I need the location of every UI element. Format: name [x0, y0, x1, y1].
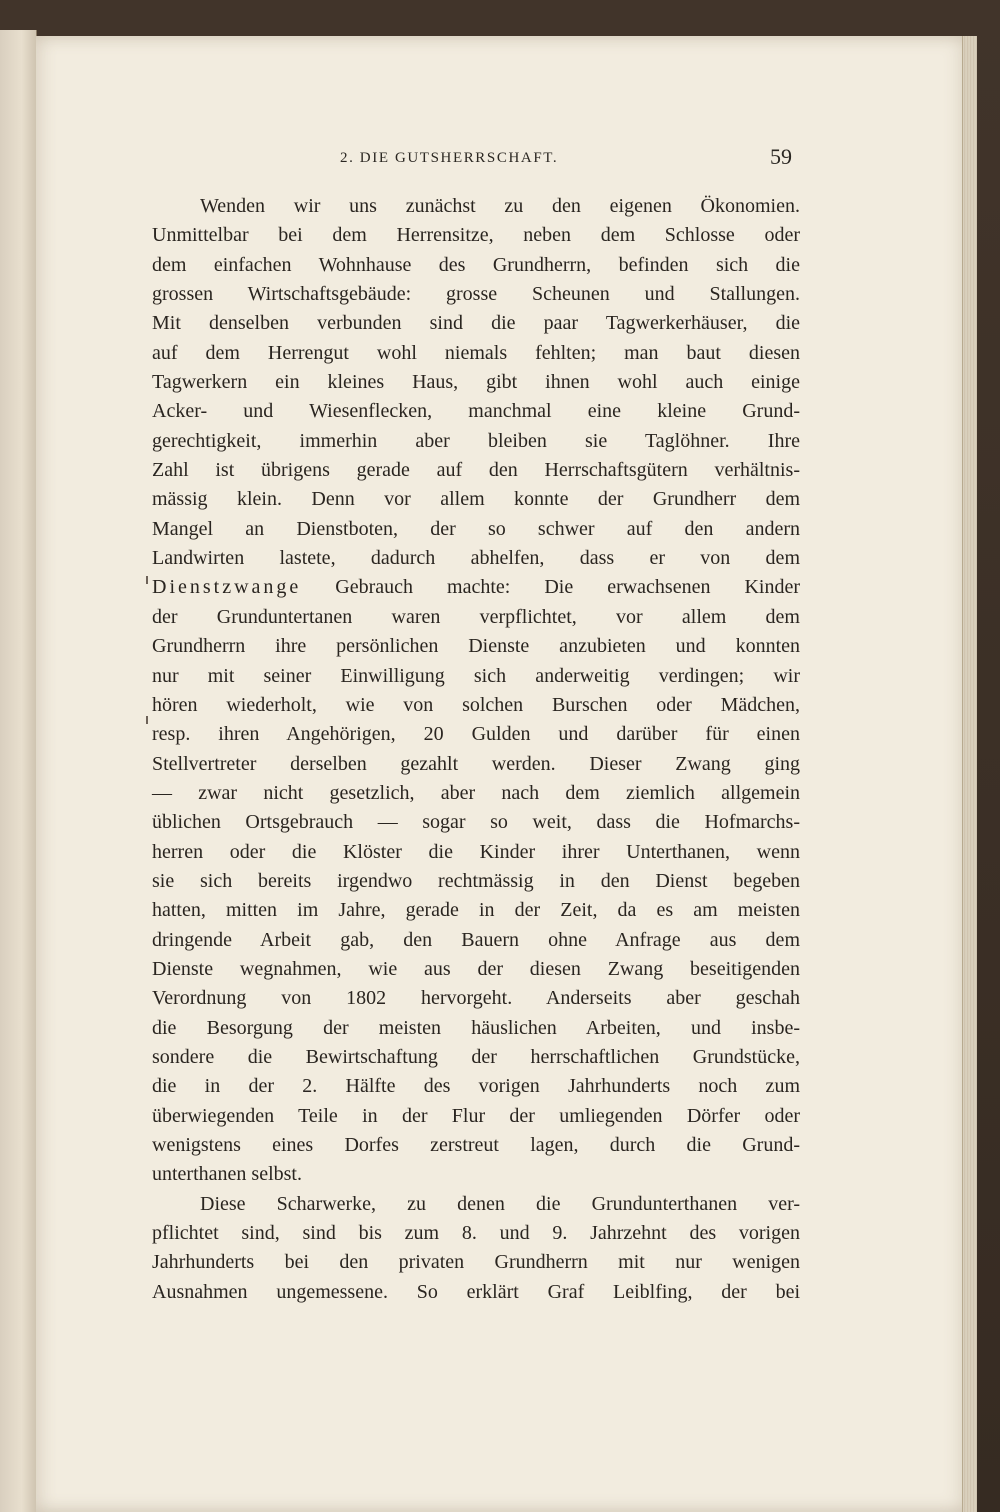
- text-line: wenigstens eines Dorfes zerstreut lagen, durch die Grund-: [152, 1134, 800, 1156]
- text-line: Grundherrn ihre persönlichen Dienste anzubieten und konnten: [152, 635, 800, 658]
- text-line: grossen Wirtschaftsgebäude: grosse Scheunen und Stallungen.: [152, 283, 800, 306]
- text-line: pflichtet sind, sind bis zum 8. und 9. Jahrzehnt des vorigen: [152, 1222, 800, 1245]
- text-line: nur mit seiner Einwilligung sich anderweitig verdingen; wir: [152, 664, 800, 687]
- text-line: Mit denselben verbunden sind die paar Tagwerkerhäuser, die: [152, 312, 800, 335]
- text-line: Zahl ist übrigens gerade auf den Herrschaftsgütern verhältnis-: [152, 459, 800, 482]
- text-line: resp. ihren Angehörigen, 20 Gulden und darüber für einen: [152, 723, 800, 746]
- margin-mark: [146, 716, 148, 724]
- text-line: gerechtigkeit, immerhin aber bleiben sie Taglöhner. Ihre: [152, 429, 800, 452]
- text-line: Tagwerkern ein kleines Haus, gibt ihnen wohl auch einige: [152, 371, 800, 394]
- text-line: Diese Scharwerke, zu denen die Grundunterthanen ver-: [200, 1192, 800, 1215]
- text-line: Mangel an Dienstboten, der so schwer auf den andern: [152, 517, 800, 540]
- text-line: mässig klein. Denn vor allem konnte der Grundherr dem: [152, 488, 800, 511]
- text-line: Jahrhunderts bei den privaten Grundherrn mit nur wenigen: [152, 1251, 800, 1274]
- text-line: der Grunduntertanen waren verpflichtet, vor allem dem: [152, 605, 800, 628]
- text-line: Unmittelbar bei dem Herrensitze, neben dem Schlosse oder: [152, 224, 800, 247]
- text-line: Acker- und Wiesenflecken, manchmal eine kleine Grund-: [152, 400, 800, 423]
- text-line: auf dem Herrengut wohl niemals fehlten; man baut diesen: [152, 341, 800, 364]
- text-line: Stellvertreter derselben gezahlt werden. Dieser Zwang ging: [152, 752, 800, 775]
- text-line: Wenden wir uns zunächst zu den eigenen Ökonomien.: [200, 195, 800, 217]
- text-line: sie sich bereits irgendwo rechtmässig in den Dienst begeben: [152, 869, 800, 892]
- text-line: überwiegenden Teile in der Flur der umliegenden Dörfer oder: [152, 1104, 800, 1127]
- text-line: die Besorgung der meisten häuslichen Arbeiten, und insbe-: [152, 1016, 800, 1039]
- text-line: üblichen Ortsgebrauch — sogar so weit, dass die Hofmarchs-: [152, 811, 800, 834]
- line-remainder: Gebrauch machte: Die erwachsenen Kinder: [335, 576, 800, 599]
- text-line: Verordnung von 1802 hervorgeht. Anderseits aber geschah: [152, 987, 800, 1010]
- spaced-emphasis: Dienstzwange: [152, 576, 302, 599]
- text-line: — zwar nicht gesetzlich, aber nach dem ziemlich allgemein: [152, 781, 800, 804]
- text-line: dem einfachen Wohnhause des Grundherrn, befinden sich die: [152, 253, 800, 276]
- page-stack-edge: [962, 36, 977, 1512]
- text-line: herren oder die Klöster die Kinder ihrer Unterthanen, wenn: [152, 840, 800, 863]
- previous-page-edge: [0, 30, 37, 1512]
- text-line: sondere die Bewirtschaftung der herrschaftlichen Grundstücke,: [152, 1045, 800, 1068]
- text-line: hören wiederholt, wie von solchen Burschen oder Mädchen,: [152, 693, 800, 716]
- text-line: die in der 2. Hälfte des vorigen Jahrhunderts noch zum: [152, 1075, 800, 1098]
- text-line: Landwirten lastete, dadurch abhelfen, dass er von dem: [152, 547, 800, 570]
- text-line: dringende Arbeit gab, den Bauern ohne Anfrage aus dem: [152, 928, 800, 951]
- body-text: [152, 192, 800, 1307]
- text-line-emphasis: [152, 573, 800, 602]
- margin-mark: [146, 576, 148, 584]
- page-number: 59: [770, 144, 792, 169]
- text-line: unterthanen selbst.: [152, 1163, 302, 1186]
- text-line: hatten, mitten im Jahre, gerade in der Zeit, da es am meisten: [152, 899, 800, 922]
- text-line: Dienste wegnahmen, wie aus der diesen Zwang beseitigenden: [152, 957, 800, 980]
- text-line: Ausnahmen ungemessene. So erklärt Graf Leiblfing, der bei: [152, 1280, 800, 1303]
- running-head: 2. DIE GUTSHERRSCHAFT.: [340, 150, 559, 166]
